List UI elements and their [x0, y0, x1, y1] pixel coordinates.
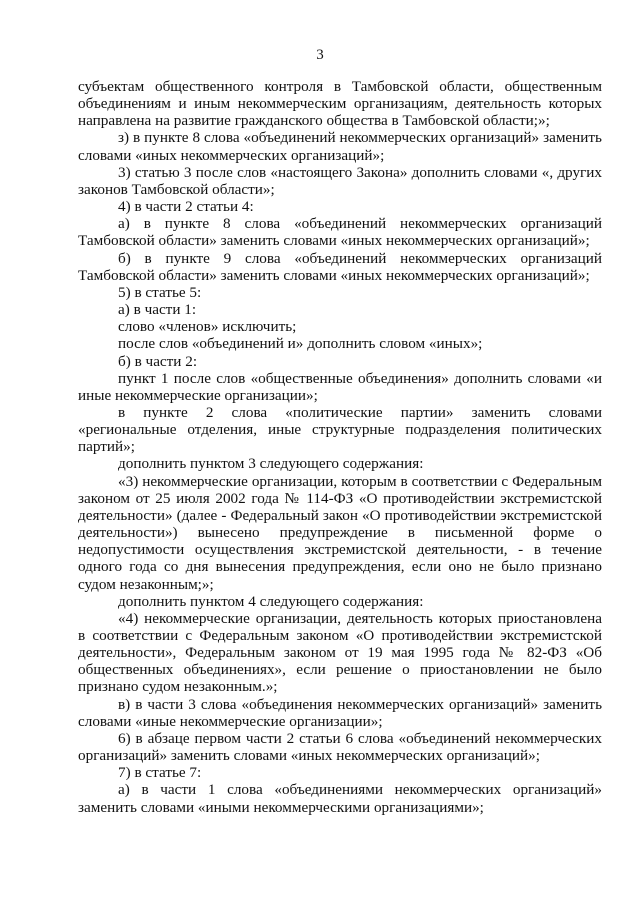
paragraph: в) в части 3 слова «объединения некоммерческих организаций» заменить словами «иные некоммерческие организации»;	[78, 695, 602, 730]
paragraph: в пункте 2 слова «политические партии» заменить словами «региональные отделения, иные структурные подразделения политических партий»;	[78, 403, 602, 456]
paragraph: «3) некоммерческие организации, которым в соответствии с Федеральным законом от 25 июля 2002 года № 114-ФЗ «О противодействии экстремистской деятельности» (далее - Федеральный закон «О противодействии экстремистской деятельности») вынесено предупреждение в письменной форме о недопустимости осуществления экстремистской деятельности, - в течение одного года со дня вынесения предупреждения, если оно не было признано судом незаконным;»;	[78, 472, 602, 593]
paragraph: 6) в абзаце первом части 2 статьи 6 слова «объединений некоммерческих организаций» заменить словами «иных некоммерческих организаций»;	[78, 729, 602, 765]
paragraph: б) в пункте 9 слова «объединений некоммерческих организаций Тамбовской области» заменить словами «иных некоммерческих организаций»;	[78, 249, 602, 284]
paragraph: а) в пункте 8 слова «объединений некоммерческих организаций Тамбовской области» заменить словами «иных некоммерческих организаций»;	[78, 215, 602, 250]
paragraph: а) в части 1:	[118, 301, 197, 319]
paragraph: после слов «объединений и» дополнить словом «иных»;	[118, 335, 483, 353]
paragraph: «4) некоммерческие организации, деятельность которых приостановлена в соответствии с Федеральным законом «О противодействии экстремистской деятельности», Федеральным законом от 19 мая 1995 года № 82-ФЗ «Об общественных объединениях», если решение о приостановлении не было признано судом незаконным.»;	[78, 609, 602, 696]
paragraph: дополнить пунктом 3 следующего содержания:	[118, 455, 424, 473]
page-number: 3	[316, 47, 324, 63]
paragraph: слово «членов» исключить;	[118, 318, 297, 336]
paragraph: а) в части 1 слова «объединениями некоммерческих организаций» заменить словами «иными некоммерческими организациями»;	[78, 781, 602, 816]
paragraph: субъектам общественного контроля в Тамбовской области, общественным объединениям и иным некоммерческим организациям, деятельность которых направлена на развитие гражданского общества в Тамбовской области;»;	[78, 78, 602, 130]
paragraph: пункт 1 после слов «общественные объединения» дополнить словами «и иные некоммерческие организации»;	[78, 369, 602, 404]
paragraph: з) в пункте 8 слова «объединений некоммерческих организаций» заменить словами «иных некоммерческих организаций»;	[78, 129, 602, 164]
paragraph: дополнить пунктом 4 следующего содержания:	[118, 592, 424, 610]
paragraph: 5) в статье 5:	[118, 283, 202, 301]
paragraph: 3) статью 3 после слов «настоящего Закона» дополнить словами «, других законов Тамбовской области»;	[78, 163, 602, 198]
paragraph: б) в части 2:	[118, 352, 198, 370]
paragraph: 4) в части 2 статьи 4:	[118, 198, 254, 216]
paragraph: 7) в статье 7:	[118, 764, 202, 782]
document-body	[78, 78, 602, 816]
